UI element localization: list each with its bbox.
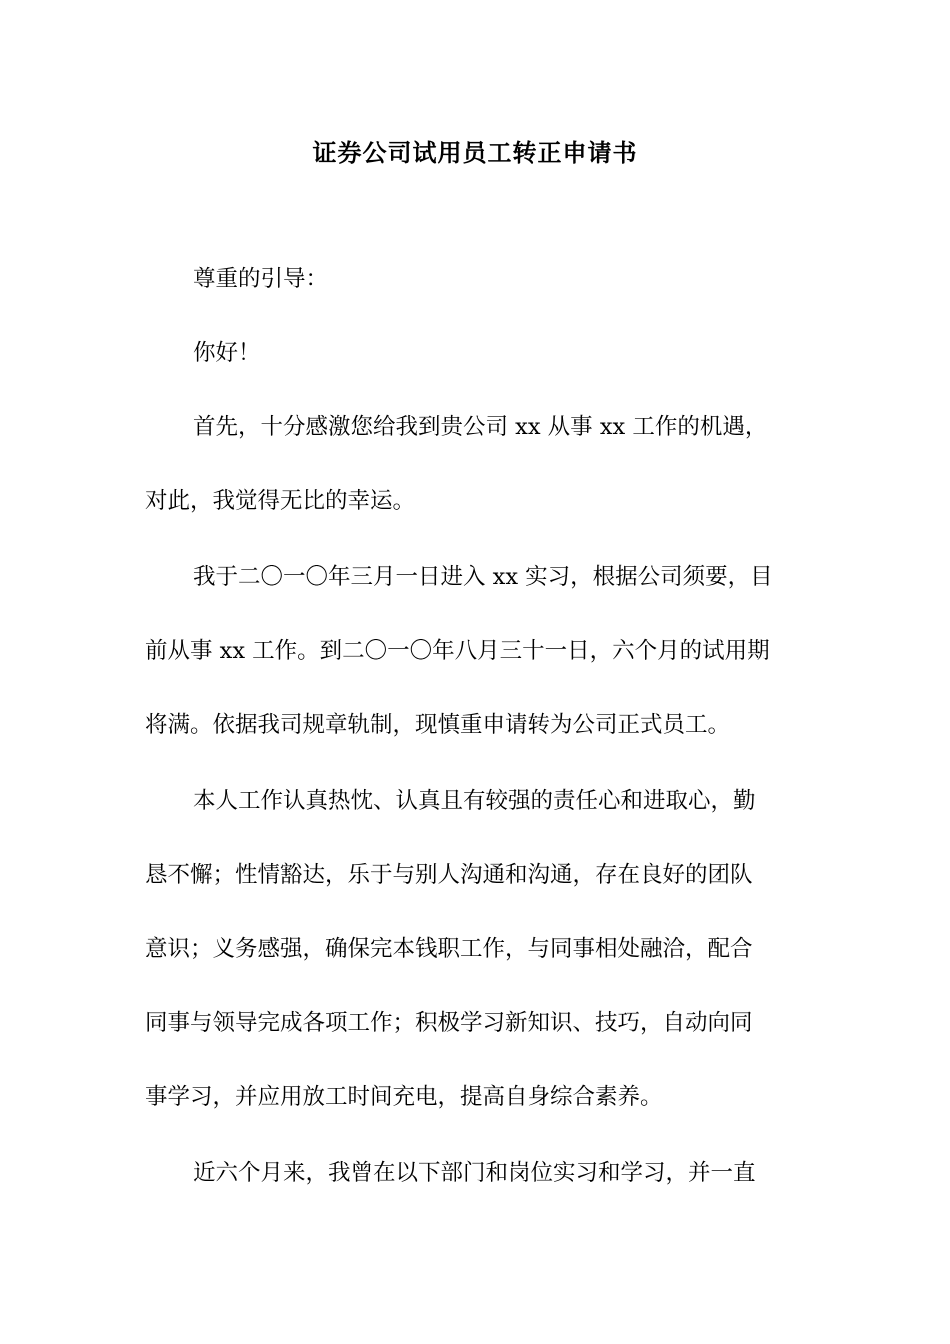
paragraph-line: 将满。依据我司规章轨制，现慎重申请转为公司正式员工。 <box>145 712 731 738</box>
salutation: 尊重的引导： <box>193 266 329 292</box>
paragraph-line: 首先，十分感激您给我到贵公司 xx 从事 xx 工作的机遇， <box>193 414 768 440</box>
paragraph-line: 恳不懈；性情豁达，乐于与别人沟通和沟通，存在良好的团队 <box>145 862 753 888</box>
paragraph-line: 前从事 xx 工作。到二〇一〇年八月三十一日，六个月的试用期 <box>145 638 770 664</box>
paragraph-line: 事学习，并应用放工时间充电，提高自身综合素养。 <box>145 1084 663 1110</box>
greeting: 你好！ <box>193 340 261 366</box>
paragraph-line: 意识；义务感强，确保完本钱职工作，与同事相处融洽，配合 <box>145 936 753 962</box>
paragraph-line: 本人工作认真热忱、认真且有较强的责任心和进取心，勤 <box>193 788 756 814</box>
document-title: 证券公司试用员工转正申请书 <box>312 138 638 167</box>
paragraph-line: 同事与领导完成各项工作；积极学习新知识、技巧，自动向同 <box>145 1010 753 1036</box>
paragraph-line: 我于二〇一〇年三月一日进入 xx 实习，根据公司须要，目 <box>193 564 773 590</box>
paragraph-line: 对此，我觉得无比的幸运。 <box>145 488 416 514</box>
paragraph-line: 近六个月来，我曾在以下部门和岗位实习和学习，并一直 <box>193 1160 756 1186</box>
